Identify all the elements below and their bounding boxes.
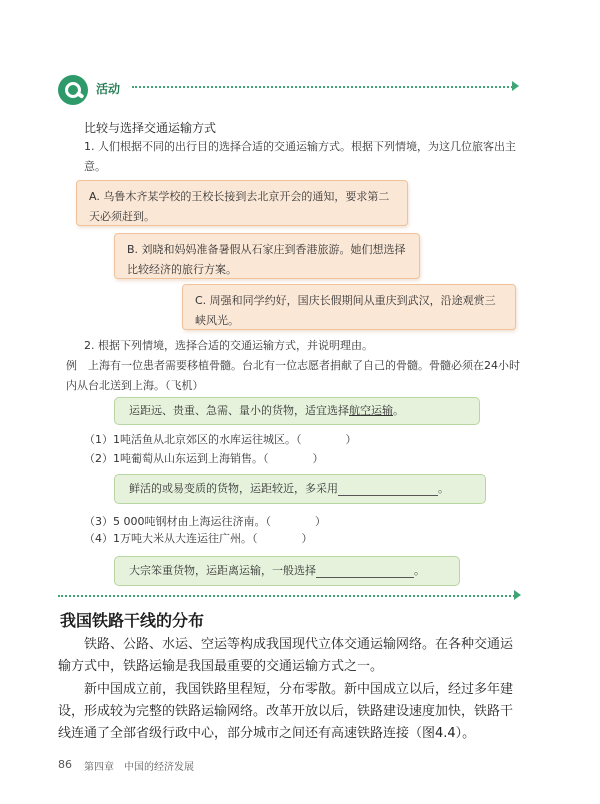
section-paragraph-2 (58, 679, 518, 745)
chapter-title: 第四章 中国的经济发展 (84, 762, 194, 773)
paragraph-text: 新中国成立前，我国铁路里程短，分布零散。新中国成立以后，经过多年建设，形成较为完整的铁路运输网络。改革开放以后，铁路建设速度加快，铁路干线连通了全部省级行政中心，部分城市之间还有高速铁路连接（图4.4）。 (58, 682, 514, 741)
example-text: 例 上海有一位患者需要移植骨髓。台北有一位志愿者捐献了自己的骨髓。骨髓必须在24小时内从台北送到上海。（飞机） (66, 359, 520, 392)
hint-end: 。 (393, 404, 404, 417)
item-4: （4）1万吨大米从大连运往广州。（ ） (84, 532, 313, 545)
paragraph-text: 铁路、公路、水运、空运等构成我国现代立体交通运输网络。在各种交通运输方式中，铁路运输是我国最重要的交通运输方式之一。 (58, 637, 514, 674)
hint-answer: 航空运输 (349, 404, 393, 417)
activity-end-divider (58, 595, 518, 597)
item-2: （2）1吨葡萄从山东运到上海销售。（ ） (84, 452, 324, 465)
hint-box-fresh (114, 474, 486, 504)
arrow-right-icon (514, 590, 521, 600)
arrow-right-icon (512, 81, 519, 91)
hint-box-air (114, 397, 480, 425)
activity-divider (132, 86, 516, 88)
question-2: 2. 根据下列情境，选择合适的交通运输方式，并说明理由。 (84, 339, 373, 352)
hint-text: 大宗笨重货物，运距离运输，一般选择 (129, 564, 316, 577)
activity-subtitle: 比较与选择交通运输方式 (84, 121, 217, 135)
scenario-c: C. 周强和同学约好，国庆长假期间从重庆到武汉，沿途观赏三峡风光。 (182, 284, 516, 330)
page-number: 86 (58, 758, 72, 771)
hint-box-bulk (114, 556, 460, 586)
question-1: 1. 人们根据不同的出行目的选择合适的交通运输方式。根据下列情境，为这几位旅客出主意。 (84, 140, 516, 173)
hint-text: 鲜活的或易变质的货物，运距较近，多采用 (129, 482, 338, 495)
hint-text: 运距远、贵重、急需、量小的货物，适宜选择 (129, 404, 349, 417)
scenario-b: B. 刘晓和妈妈准备暑假从石家庄到香港旅游。她们想选择比较经济的旅行方案。 (114, 233, 420, 279)
item-3: （3）5 000吨钢材由上海运往济南。（ ） (84, 515, 326, 528)
hint-end: 。 (414, 564, 425, 577)
hint-end: 。 (438, 482, 449, 495)
scenario-a: A. 乌鲁木齐某学校的王校长接到去北京开会的通知，要求第二天必须赶到。 (76, 180, 408, 226)
section-title: 我国铁路干线的分布 (60, 611, 205, 630)
activity-icon (58, 75, 88, 105)
activity-label: 活动 (96, 82, 121, 96)
item-1: （1）1吨活鱼从北京郊区的水库运往城区。（ ） (84, 433, 357, 446)
answer-blank[interactable] (338, 483, 438, 496)
answer-blank[interactable] (316, 565, 414, 578)
section-paragraph-1 (58, 634, 518, 678)
